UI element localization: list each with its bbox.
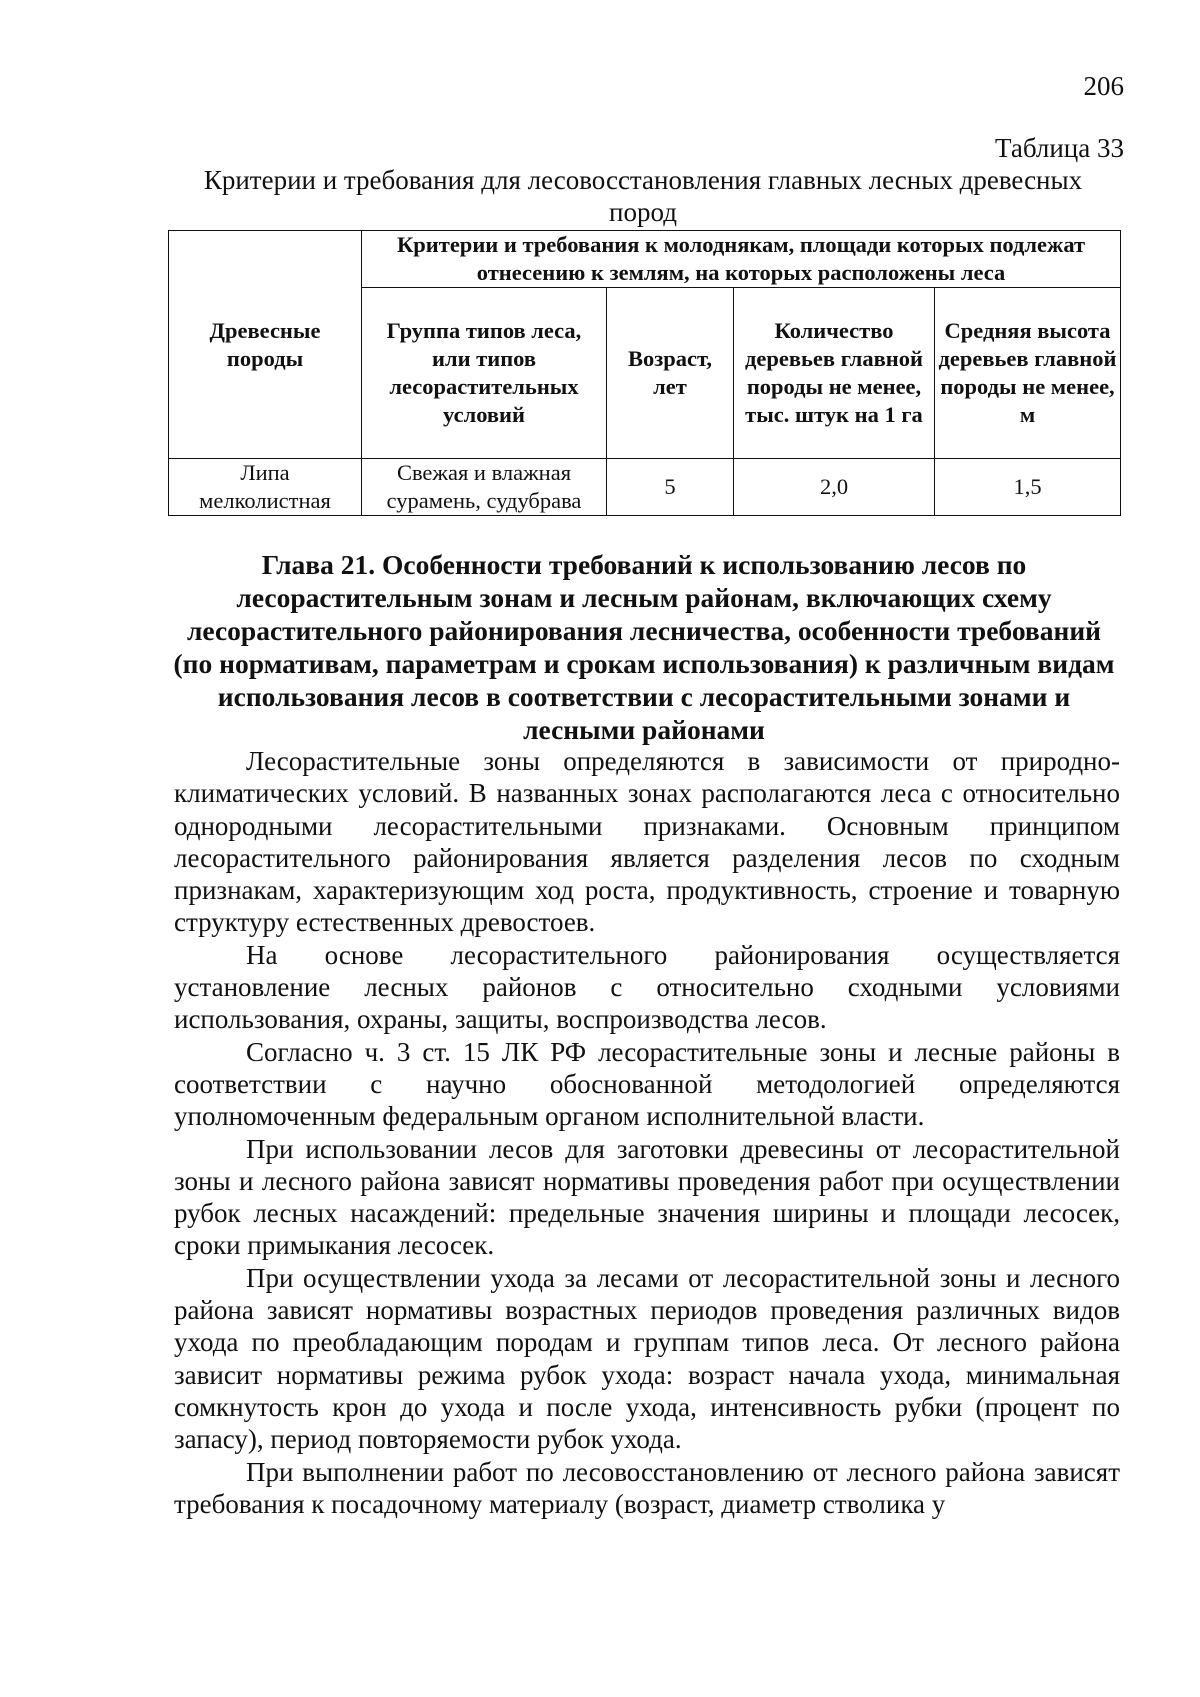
paragraph: На основе лесорастительного районирования осуществляется установление лесных районов с относительно сходными условиями использования, охраны, защиты, воспроизводства лесов. bbox=[174, 939, 1120, 1035]
header-avg-height: Средняя высота деревьев главной породы не менее, м bbox=[935, 288, 1121, 459]
paragraph: При использовании лесов для заготовки древесины от лесорастительной зоны и лесного района зависят нормативы проведения работ при осуществлении рубок лесных насаждений: предельные значения ширины и площади лесосек, сроки примыкания лесосек. bbox=[174, 1133, 1120, 1261]
criteria-table bbox=[168, 230, 1121, 516]
header-tree-count: Количество деревьев главной породы не менее, тыс. штук на 1 га bbox=[734, 288, 935, 459]
page-number: 206 bbox=[1083, 71, 1124, 101]
table-title: Критерии и требования для лесовосстановления главных лесных древесных пород bbox=[203, 165, 1083, 227]
chapter-heading: Глава 21. Особенности требований к использованию лесов по лесорастительным зонам и лесным районам, включающих схему лесорастительного районирования лесничества, особенности требований (по нормативам, параметрам и срокам использования) к различным видам использования лесов в соответствии с лесорастительными зонами и лесными районами bbox=[173, 549, 1115, 745]
cell-forest-type: Свежая и влажная сурамень, судубрава bbox=[362, 459, 607, 516]
body-text bbox=[174, 745, 1120, 1520]
cell-avg-height: 1,5 bbox=[935, 459, 1121, 516]
header-species: Древесные породы bbox=[169, 231, 362, 459]
paragraph: Лесорастительные зоны определяются в зависимости от природно-климатических условий. В названных зонах располагаются леса с относительно однородными лесорастительными признаками. Основным принципом лесорастительного районирования является разделения лесов по сходным признакам, характеризующим ход роста, продуктивность, строение и товарную структуру естественных древостоев. bbox=[174, 746, 1120, 938]
header-criteria-group: Критерии и требования к молоднякам, площади которых подлежат отнесению к землям, на которых расположены леса bbox=[362, 231, 1121, 288]
paragraph: Согласно ч. 3 ст. 15 ЛК РФ лесорастительные зоны и лесные районы в соответствии с научно обоснованной методологией определяются уполномоченным федеральным органом исполнительной власти. bbox=[174, 1036, 1120, 1132]
paragraph: При выполнении работ по лесовосстановлению от лесного района зависят требования к посадочному материалу (возраст, диаметр стволика у bbox=[174, 1456, 1120, 1519]
table-label: Таблица 33 bbox=[995, 133, 1124, 163]
cell-species: Липа мелколистная bbox=[169, 459, 362, 516]
paragraph: При осуществлении ухода за лесами от лесорастительной зоны и лесного района зависят нормативы возрастных периодов проведения различных видов ухода по преобладающим породам и группам типов леса. От лесного района зависит нормативы режима рубок ухода: возраст начала ухода, минимальная сомкнутость крон до ухода и после ухода, интенсивность рубки (процент по запасу), период повторяемости рубок ухода. bbox=[174, 1262, 1120, 1455]
cell-tree-count: 2,0 bbox=[734, 459, 935, 516]
cell-age: 5 bbox=[607, 459, 734, 516]
table-row bbox=[169, 459, 1121, 516]
header-forest-type: Группа типов леса, или типов лесорастительных условий bbox=[362, 288, 607, 459]
header-age: Возраст, лет bbox=[607, 288, 734, 459]
